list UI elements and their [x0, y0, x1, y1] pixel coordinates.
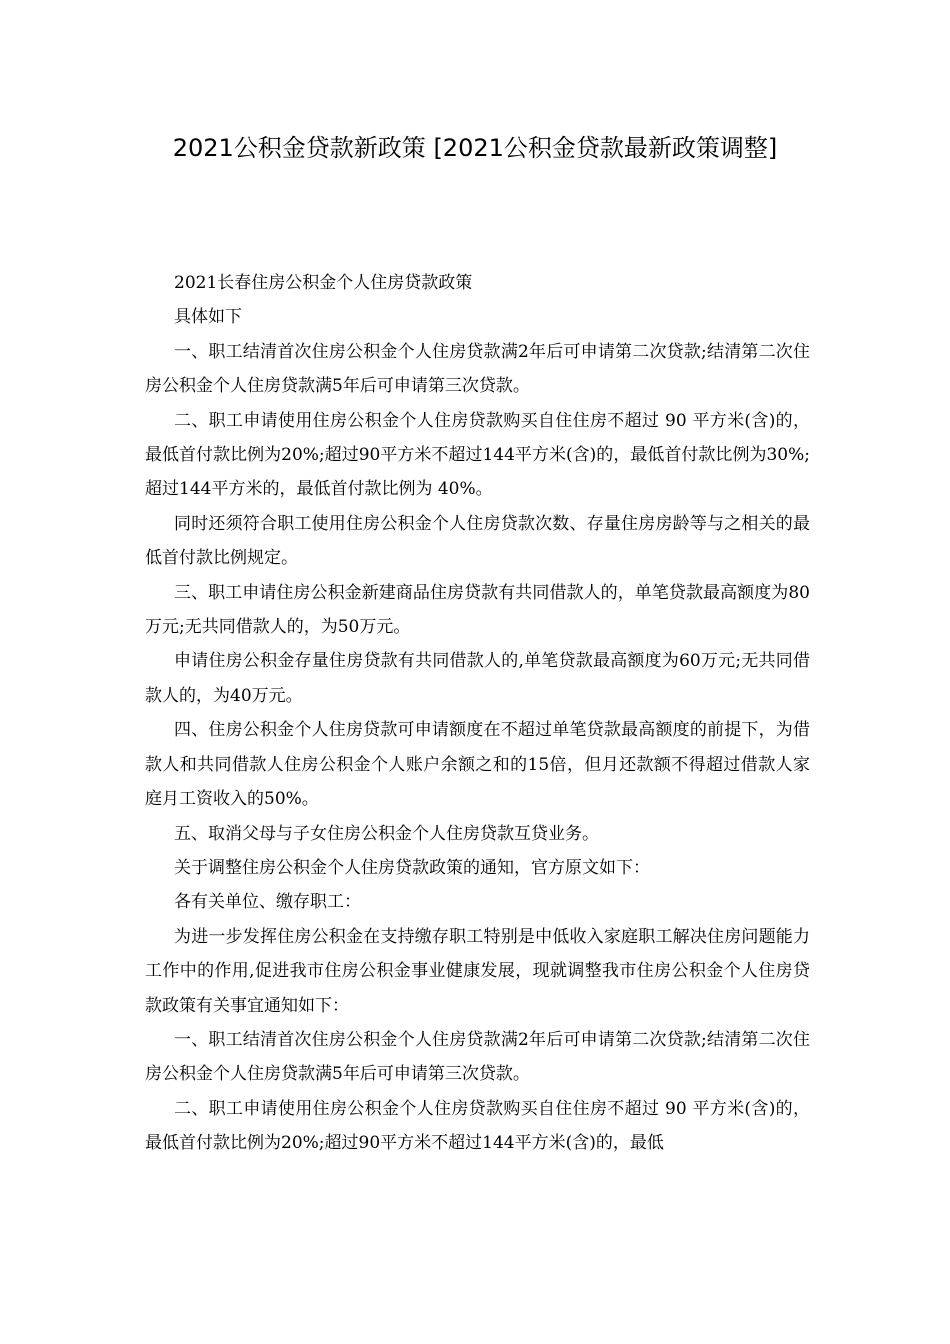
- paragraph: 四、住房公积金个人住房贷款可申请额度在不超过单笔贷款最高额度的前提下，为借款人和共同借款人住房公积金个人账户余额之和的15倍，但月还款额不得超过借款人家庭月工资收入的50%。: [145, 720, 810, 810]
- paragraph: 二、职工申请使用住房公积金个人住房贷款购买自住住房不超过 90 平方米(含)的，最低首付款比例为20%;超过90平方米不超过144平方米(含)的，最低: [145, 1098, 810, 1154]
- paragraph: 为进一步发挥住房公积金在支持缴存职工特别是中低收入家庭职工解决住房问题能力工作中的作用,促进我市住房公积金事业健康发展，现就调整我市住房公积金个人住房贷款政策有关事宜通知如下：: [145, 926, 810, 1016]
- paragraph: 各有关单位、缴存职工：: [174, 892, 361, 913]
- document-body: [145, 266, 810, 1161]
- paragraph: 具体如下: [174, 307, 242, 328]
- paragraph: 申请住房公积金存量住房贷款有共同借款人的,单笔贷款最高额度为60万元;无共同借款人的，为40万元。: [145, 651, 810, 706]
- paragraph: 同时还须符合职工使用住房公积金个人住房贷款次数、存量住房房龄等与之相关的最低首付款比例规定。: [145, 513, 810, 569]
- paragraph: 三、职工申请住房公积金新建商品住房贷款有共同借款人的，单笔贷款最高额度为80万元;无共同借款人的，为50万元。: [145, 582, 810, 638]
- paragraph: 二、职工申请使用住房公积金个人住房贷款购买自住住房不超过 90 平方米(含)的，最低首付款比例为20%;超过90平方米不超过144平方米(含)的，最低首付款比例为30%;超过144平方米的，最低首付款比例为 40%。: [145, 410, 810, 500]
- paragraph: 关于调整住房公积金个人住房贷款政策的通知，官方原文如下：: [174, 857, 650, 878]
- paragraph: 五、取消父母与子女住房公积金个人住房贷款互贷业务。: [174, 823, 599, 844]
- paragraph: 2021长春住房公积金个人住房贷款政策: [174, 273, 473, 293]
- paragraph: 一、职工结清首次住房公积金个人住房贷款满2年后可申请第二次贷款;结清第二次住房公积金个人住房贷款满5年后可申请第三次贷款。: [145, 341, 810, 397]
- paragraph: 一、职工结清首次住房公积金个人住房贷款满2年后可申请第二次贷款;结清第二次住房公积金个人住房贷款满5年后可申请第三次贷款。: [145, 1029, 810, 1085]
- document-title: 2021公积金贷款新政策 [2021公积金贷款最新政策调整]: [172, 134, 778, 162]
